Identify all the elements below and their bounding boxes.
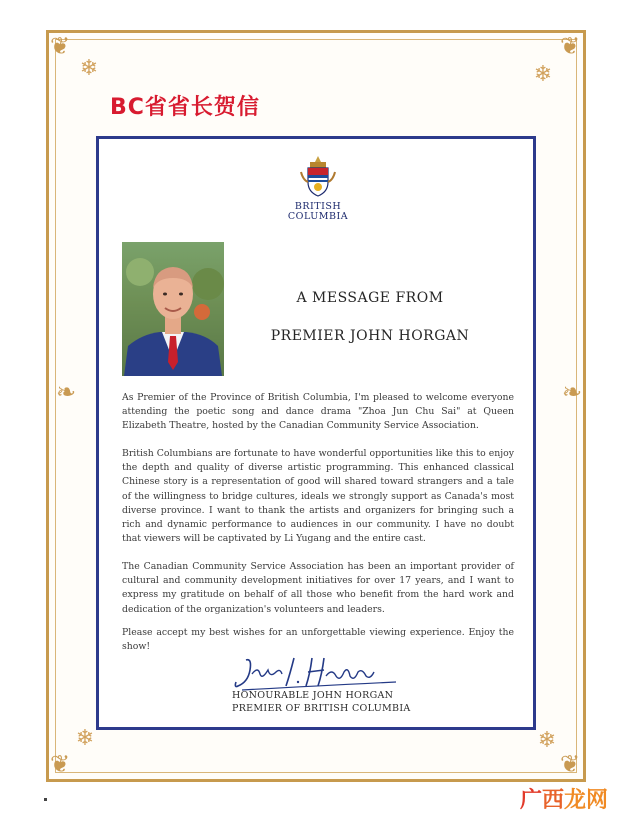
document-header-title: BC省省长贺信 bbox=[110, 95, 260, 120]
scroll-flourish-icon: ❦ bbox=[50, 32, 71, 60]
watermark-part: 龙网 bbox=[563, 788, 608, 813]
scroll-flourish-icon: ❦ bbox=[560, 750, 581, 778]
snowflake-ornament-icon: ❄ bbox=[79, 56, 99, 81]
message-heading-line2: PREMIER JOHN HORGAN bbox=[270, 328, 470, 344]
body-paragraph: British Columbians are fortunate to have wonderful opportunities like this to enjoy the depth and quality of diverse artistic programming. This enhanced classical Chinese story is a representation of good will shared toward strangers and a tale of the willingness to bridge cultures, ideals we strongly support as Canada's most diverse province. I want to thank the artists and organizers for bringing such a rich and dynamic performance to audiences in our community. I have no doubt that viewers will be captivated by Li Yugang and the entire cast. bbox=[122, 448, 514, 545]
scroll-flourish-icon: ❦ bbox=[50, 750, 71, 778]
logo-text-columbia: COLUMBIA bbox=[287, 211, 349, 222]
snowflake-ornament-icon: ❄ bbox=[537, 728, 557, 753]
watermark-part: 广 bbox=[519, 788, 542, 813]
premier-portrait-photo bbox=[122, 242, 224, 376]
snowflake-ornament-icon: ❄ bbox=[533, 62, 553, 87]
scroll-flourish-icon: ❧ bbox=[56, 378, 77, 406]
signatory-title: PREMIER OF BRITISH COLUMBIA bbox=[232, 703, 411, 714]
bc-coat-of-arms-logo bbox=[286, 154, 350, 222]
page-mark bbox=[44, 798, 47, 801]
crest-icon bbox=[298, 154, 338, 198]
snowflake-ornament-icon: ❄ bbox=[75, 726, 95, 751]
body-paragraph: As Premier of the Province of British Columbia, I'm pleased to welcome everyone attending the poetic song and dance drama "Zhoa Jun Chu Sai" at Queen Elizabeth Theatre, hosted by the Canadian Community Service Association. bbox=[122, 392, 514, 432]
scroll-flourish-icon: ❧ bbox=[562, 378, 583, 406]
watermark-part: 西 bbox=[541, 788, 564, 813]
body-paragraph: The Canadian Community Service Association has been an important provider of cultural and community development initiatives for over 17 years, and I want to express my gratitude on behalf of all those who benefit from the hard work and dedication of the organization's volunteers and leaders. bbox=[122, 561, 514, 615]
site-watermark bbox=[520, 783, 608, 814]
message-heading-line1: A MESSAGE FROM bbox=[296, 290, 444, 306]
scroll-flourish-icon: ❦ bbox=[560, 32, 581, 60]
logo-text-british: BRITISH bbox=[294, 201, 342, 212]
signatory-name: HONOURABLE JOHN HORGAN bbox=[232, 690, 394, 701]
body-paragraph: Please accept my best wishes for an unforgettable viewing experience. Enjoy the show! bbox=[122, 627, 514, 653]
